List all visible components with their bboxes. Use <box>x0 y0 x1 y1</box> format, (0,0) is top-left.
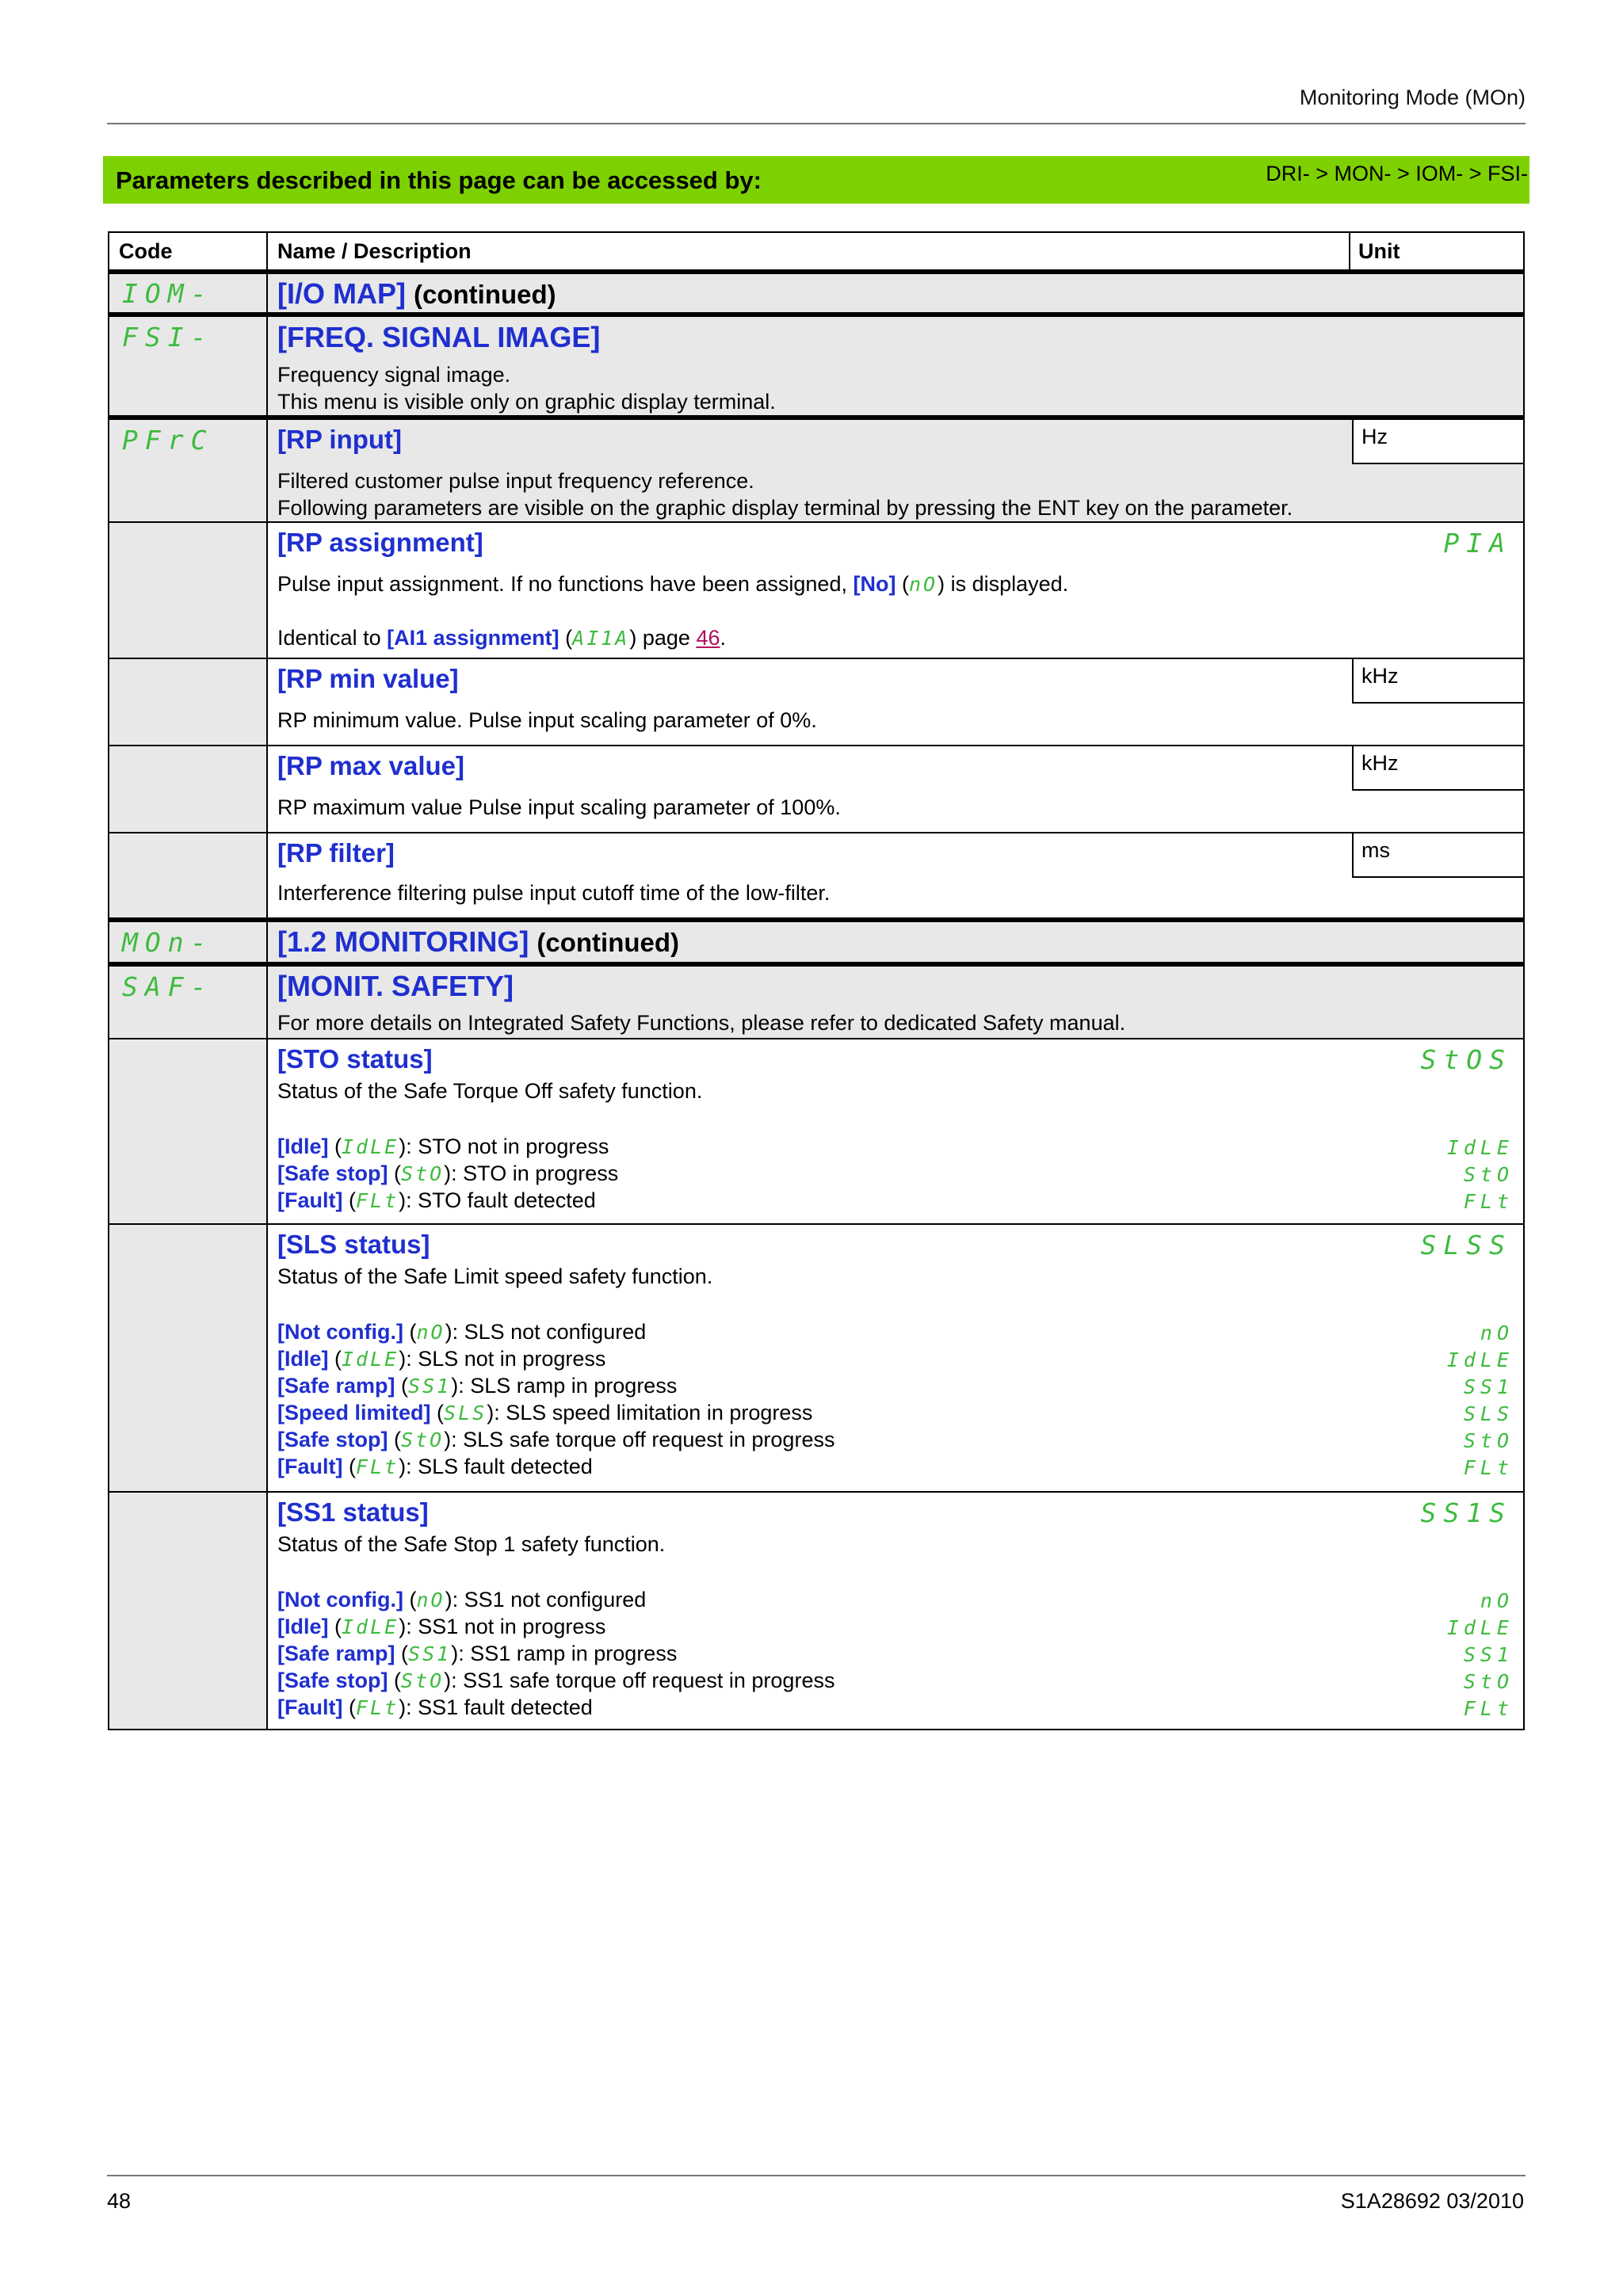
param-title: [I/O MAP] (continued) <box>277 277 556 310</box>
option-line: [Safe stop] (StO): SLS safe torque off request in progress <box>277 1428 835 1451</box>
param-desc: Filtered customer pulse input frequency reference. <box>277 469 754 493</box>
param-unit: kHz <box>1352 746 1523 791</box>
option-code: StO <box>1463 1163 1514 1186</box>
param-title: [MONIT. SAFETY] <box>277 970 514 1002</box>
col-unit-header: Unit <box>1358 239 1400 263</box>
option-code: IdLE <box>1446 1136 1514 1159</box>
param-desc: Interference filtering pulse input cutoff time of the low-filter. <box>277 881 831 905</box>
table-row <box>109 745 1523 832</box>
param-title: [1.2 MONITORING] (continued) <box>277 925 680 958</box>
param-desc: Status of the Safe Torque Off safety function. <box>277 1079 703 1103</box>
param-code: FSI- <box>122 322 214 353</box>
option-code: SLS <box>1463 1402 1514 1425</box>
option-line: [Safe stop] (StO): SS1 safe torque off request in progress <box>277 1669 835 1692</box>
param-title: [SLS status] <box>277 1230 430 1259</box>
param-desc: Status of the Safe Limit speed safety function. <box>277 1264 713 1288</box>
access-bar <box>103 156 1529 204</box>
param-desc: This menu is visible only on graphic display terminal. <box>277 390 776 414</box>
param-desc: Pulse input assignment. If no functions have been assigned, [No] (nO) is displayed. <box>277 572 1069 596</box>
option-code: StO <box>1463 1429 1514 1452</box>
col-code-header: Code <box>119 239 173 263</box>
option-line: [Fault] (FLt): SLS fault detected <box>277 1455 593 1478</box>
param-desc: RP maximum value Pulse input scaling parameter of 100%. <box>277 795 841 819</box>
param-desc: Frequency signal image. <box>277 363 511 387</box>
document-id: S1A28692 03/2010 <box>1340 2189 1524 2213</box>
table-row <box>109 521 1523 658</box>
param-title: [STO status] <box>277 1044 433 1074</box>
option-code: nO <box>1480 1322 1514 1344</box>
option-line: [Safe ramp] (SS1): SS1 ramp in progress <box>277 1642 678 1665</box>
option-code: StO <box>1463 1670 1514 1693</box>
param-unit: Hz <box>1352 420 1523 464</box>
option-line: [Fault] (FLt): STO fault detected <box>277 1188 596 1212</box>
table-header-row <box>109 233 1523 269</box>
option-code: nO <box>1480 1589 1514 1612</box>
footer-rule <box>107 2175 1526 2176</box>
param-code: IOM- <box>122 278 214 309</box>
param-code: MOn- <box>122 927 214 958</box>
table-row <box>109 1038 1523 1223</box>
option-line: [Fault] (FLt): SS1 fault detected <box>277 1695 593 1719</box>
page-link[interactable]: 46 <box>696 626 720 650</box>
param-unit: kHz <box>1352 659 1523 704</box>
param-desc: For more details on Integrated Safety Functions, please refer to dedicated Safety manual. <box>277 1011 1126 1035</box>
param-title: [RP min value] <box>277 664 459 693</box>
table-row <box>109 832 1523 917</box>
option-code: FLt <box>1463 1697 1514 1720</box>
option-code: FLt <box>1463 1456 1514 1479</box>
param-code: PFrC <box>122 425 214 456</box>
param-code: SAF- <box>122 971 214 1002</box>
table-row <box>109 1491 1523 1729</box>
option-code: SS1 <box>1463 1643 1514 1666</box>
param-code: PIA <box>1443 528 1512 559</box>
access-label: Parameters described in this page can be accessed by: <box>116 166 762 194</box>
option-code: IdLE <box>1446 1616 1514 1639</box>
param-desc: Identical to [AI1 assignment] (AI1A) page 46. <box>277 626 726 650</box>
option-line: [Not config.] (nO): SS1 not configured <box>277 1588 647 1611</box>
header-rule <box>107 123 1526 124</box>
param-title: [SS1 status] <box>277 1497 429 1527</box>
param-title: [RP assignment] <box>277 528 483 557</box>
param-code: SLSS <box>1420 1230 1512 1261</box>
param-title: [RP max value] <box>277 751 464 780</box>
access-path: DRI- > MON- > IOM- > FSI- <box>1266 162 1528 185</box>
table-row <box>109 1223 1523 1491</box>
param-code: StOS <box>1420 1044 1512 1075</box>
param-code: SS1S <box>1420 1497 1512 1528</box>
option-line: [Safe ramp] (SS1): SLS ramp in progress <box>277 1374 678 1398</box>
parameter-table <box>108 231 1525 1730</box>
param-desc: RP minimum value. Pulse input scaling parameter of 0%. <box>277 708 817 732</box>
param-desc: Following parameters are visible on the graphic display terminal by pressing the ENT key on the parameter. <box>277 496 1293 520</box>
table-row <box>109 415 1523 521</box>
option-code: IdLE <box>1446 1348 1514 1371</box>
param-title: [RP filter] <box>277 838 395 868</box>
option-line: [Idle] (IdLE): STO not in progress <box>277 1135 609 1158</box>
col-name-header: Name / Description <box>277 239 472 263</box>
option-line: [Idle] (IdLE): SLS not in progress <box>277 1347 606 1371</box>
param-title: [RP input] <box>277 425 403 454</box>
page-number: 48 <box>107 2189 132 2213</box>
option-code: SS1 <box>1463 1375 1514 1398</box>
table-row <box>109 269 1523 312</box>
option-line: [Safe stop] (StO): STO in progress <box>277 1161 619 1185</box>
param-title: [FREQ. SIGNAL IMAGE] <box>277 321 601 353</box>
table-row <box>109 962 1523 1038</box>
option-code: FLt <box>1463 1190 1514 1213</box>
table-row <box>109 917 1523 962</box>
option-line: [Idle] (IdLE): SS1 not in progress <box>277 1615 606 1638</box>
table-row <box>109 658 1523 745</box>
option-line: [Not config.] (nO): SLS not configured <box>277 1320 647 1344</box>
param-desc: Status of the Safe Stop 1 safety function. <box>277 1532 666 1556</box>
table-row <box>109 312 1523 415</box>
param-unit: ms <box>1352 833 1523 878</box>
option-line: [Speed limited] (SLS): SLS speed limitation in progress <box>277 1401 813 1425</box>
page-header-section: Monitoring Mode (MOn) <box>1299 86 1526 109</box>
